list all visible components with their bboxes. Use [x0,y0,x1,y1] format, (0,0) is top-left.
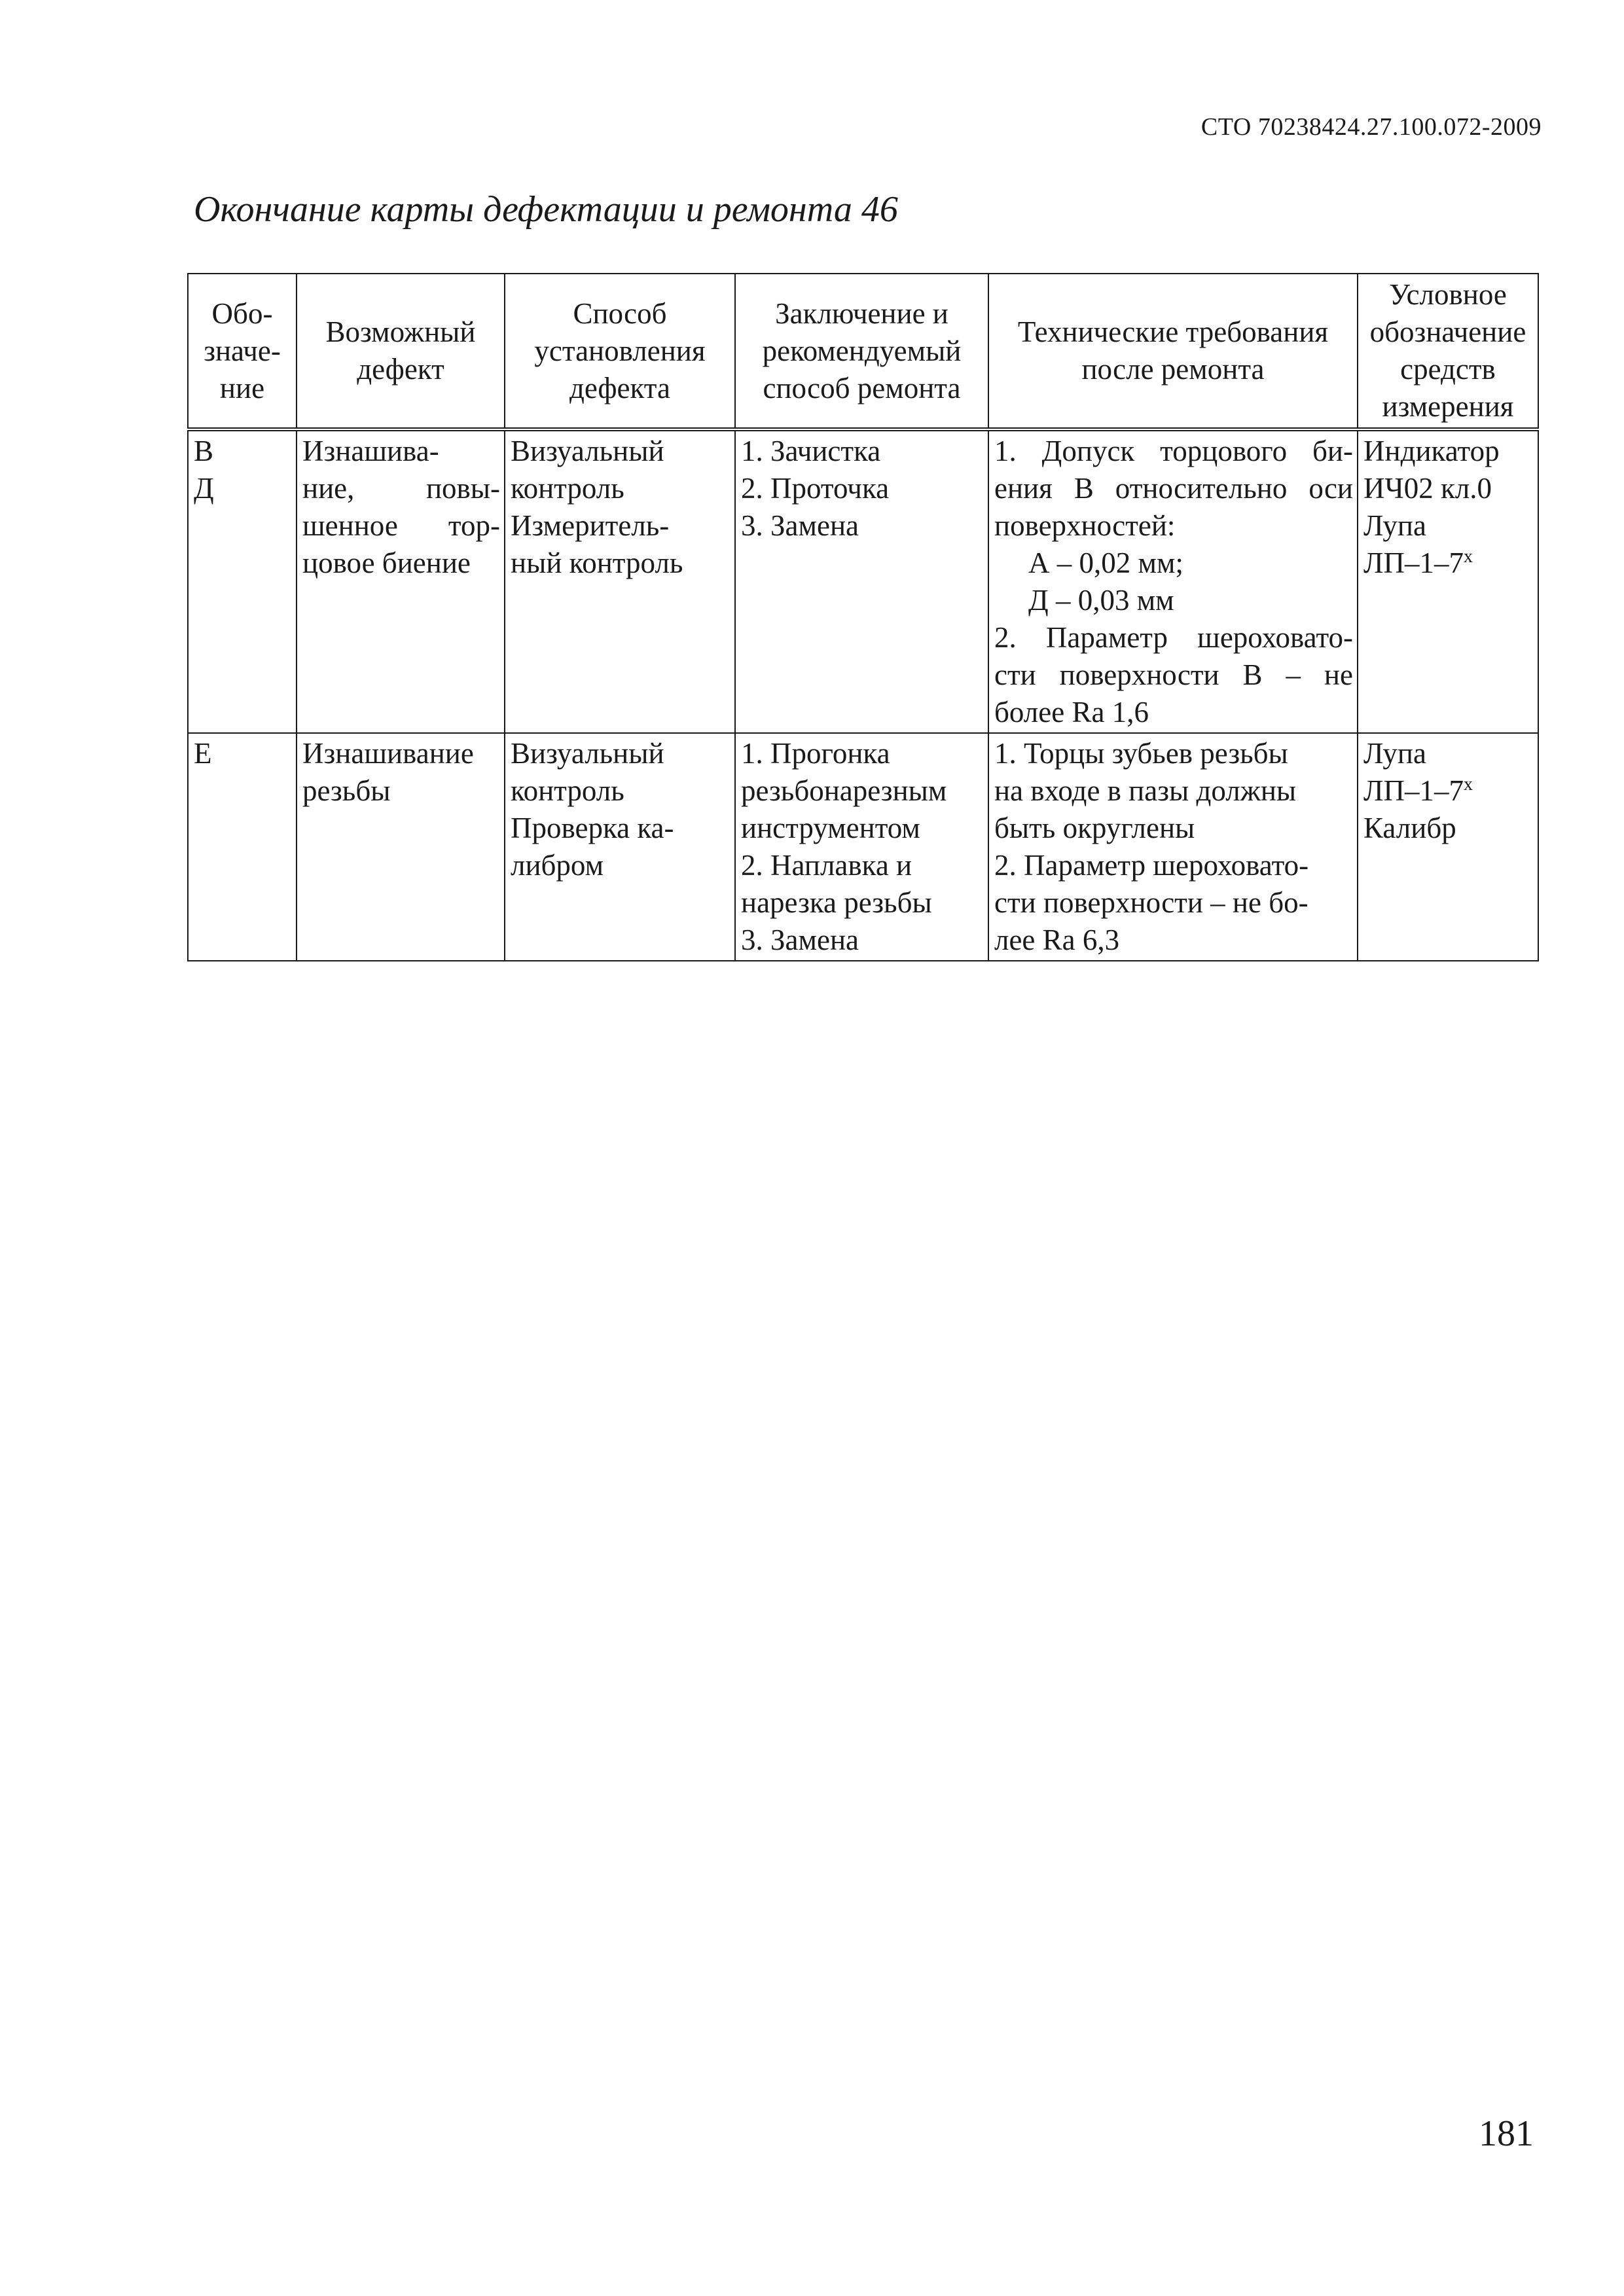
cell-line: Изнашивание [302,737,474,770]
cell-line: контроль [511,472,624,505]
cell-line: либром [511,849,604,882]
cell-line: ения В относительно оси [994,472,1353,505]
cell-defect [297,733,505,961]
column-header-repair-method [735,274,988,429]
table-header-row [188,274,1538,429]
cell-line: 1. Прогонка [741,737,890,770]
cell-line: 1. Торцы зубьев резьбы [994,737,1288,770]
superscript-mark: х [1464,774,1473,795]
header-line: Заключение и рекомендуемый способ ремонта [762,296,962,404]
cell-line: 2. Параметр шероховато- [994,621,1353,654]
cell-line: Изнашива- [302,435,439,467]
cell-detection-method [505,429,735,733]
header-line: Условное обозначение средств измерения [1369,278,1526,423]
cell-detection-method [505,733,735,961]
cell-line: контроль [511,774,624,807]
cell-repair-method [735,429,988,733]
table-row [188,429,1538,733]
cell-line: более Ra 1,6 [994,696,1149,728]
column-header-detection-method [505,274,735,429]
cell-line: поверхностей: [994,509,1176,542]
cell-requirements [988,733,1358,961]
cell-line: инструментом [741,812,920,844]
cell-designation [188,733,297,961]
column-header-defect [297,274,505,429]
cell-designation [188,429,297,733]
table-row [188,733,1538,961]
cell-instruments [1358,733,1538,961]
header-line: Обо- значе- ние [204,296,281,404]
cell-line: резьбы [302,774,391,807]
cell-line: Визуальный [511,435,664,467]
column-header-designation [188,274,297,429]
cell-line: Лупа [1363,509,1426,542]
cell-line: А – 0,02 мм; [1028,547,1183,579]
cell-line: Лупа [1363,737,1426,770]
instrument-name: ЛП–1–7 [1363,547,1464,579]
cell-line: Д [194,472,214,505]
cell-line: цовое биение [302,547,471,579]
cell-requirements [988,429,1358,733]
cell-line: на входе в пазы должны [994,774,1297,807]
cell-line [1363,772,1534,810]
cell-line: 1. Допуск торцового би- [994,435,1353,467]
cell-line: быть округлены [994,812,1195,844]
defect-repair-table [187,273,1539,961]
cell-line: Д – 0,03 мм [1028,584,1174,617]
cell-line: 2. Проточка [741,472,890,505]
cell-line: ИЧ02 кл.0 [1363,472,1492,505]
cell-line: 3. Замена [741,924,859,956]
cell-line: В [194,435,214,467]
cell-line: ный контроль [511,547,683,579]
cell-line: ние, повы- [302,472,500,505]
cell-line: резьбонарезным [741,774,947,807]
cell-defect [297,429,505,733]
cell-line: Индикатор [1363,435,1500,467]
cell-line: Измеритель- [511,509,670,542]
header-line: Технические требования после ремонта [1017,315,1329,386]
column-header-instruments [1358,274,1538,429]
cell-line: шенное тор- [302,509,500,542]
document-code: СТО 70238424.27.100.072-2009 [1200,113,1542,141]
column-header-requirements [988,274,1358,429]
cell-line: 3. Замена [741,509,859,542]
cell-line: сти поверхности В – не [994,658,1353,691]
cell-line: 1. Зачистка [741,435,881,467]
cell-instruments [1358,429,1538,733]
cell-line: лее Ra 6,3 [994,924,1120,956]
instrument-name: ЛП–1–7 [1363,774,1464,807]
header-line: Способ установления дефекта [534,296,706,404]
table-title: Окончание карты дефектации и ремонта 46 [194,189,898,230]
cell-line: Е [194,737,212,770]
cell-line [1363,545,1534,582]
cell-line: 2. Параметр шероховато- [994,849,1309,882]
cell-line: нарезка резьбы [741,886,932,919]
page-number: 181 [1479,2113,1534,2154]
header-line: Возможный дефект [325,315,476,386]
cell-line: сти поверхности – не бо- [994,886,1308,919]
cell-line: Проверка ка- [511,812,674,844]
superscript-mark: х [1464,547,1473,567]
cell-line: Визуальный [511,737,664,770]
cell-line: 2. Наплавка и [741,849,912,882]
cell-line: Калибр [1363,812,1456,844]
cell-repair-method [735,733,988,961]
